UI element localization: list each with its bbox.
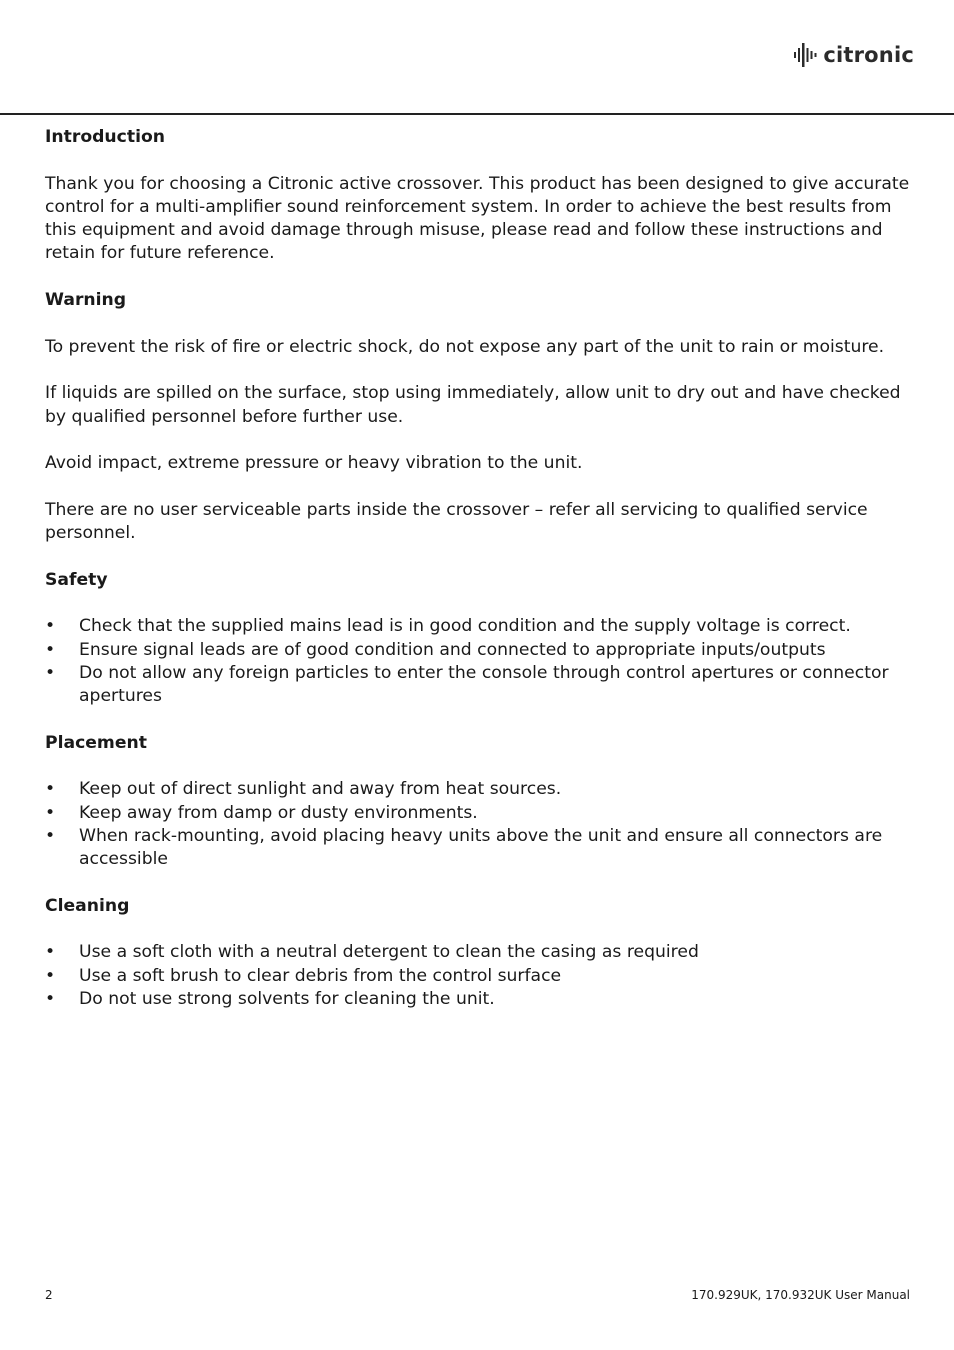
page-header [0, 0, 954, 116]
page-footer [45, 1288, 910, 1302]
list-item: • Check that the supplied mains lead is in good condition and the supply voltage is correct. [45, 615, 915, 638]
heading-warning: Warning [45, 290, 127, 311]
heading-cleaning: Cleaning [45, 895, 130, 916]
manual-title: 170.929UK, 170.932UK User Manual [691, 1288, 910, 1302]
warning-paragraph: There are no user serviceable parts inside the crossover – refer all servicing to qualified service personnel. [45, 499, 868, 544]
waveform-icon [793, 42, 819, 68]
placement-list [45, 778, 915, 871]
list-item: • Keep away from damp or dusty environments. [45, 802, 915, 825]
heading-safety: Safety [45, 569, 108, 590]
safety-list [45, 615, 915, 708]
warning-paragraph: Avoid impact, extreme pressure or heavy vibration to the unit. [45, 453, 583, 474]
list-item: • When rack-mounting, avoid placing heavy units above the unit and ensure all connectors are accessible [45, 825, 915, 872]
brand-logo [793, 42, 914, 68]
list-item: • Use a soft cloth with a neutral detergent to clean the casing as required [45, 941, 915, 964]
list-item: • Do not use strong solvents for cleaning the unit. [45, 988, 915, 1011]
list-item: • Keep out of direct sunlight and away from heat sources. [45, 778, 915, 801]
introduction-paragraph: Thank you for choosing a Citronic active crossover. This product has been designed to give accurate control for a multi-amplifier sound reinforcement system. In order to achieve the best results from this equipment and avoid damage through misuse, please read and follow these instructions and retain for future reference. [45, 173, 910, 264]
header-rule [0, 113, 954, 115]
document-body [45, 126, 915, 1035]
logo-text: citronic [823, 43, 914, 67]
list-item: • Ensure signal leads are of good condition and connected to appropriate inputs/outputs [45, 639, 915, 662]
heading-placement: Placement [45, 732, 147, 753]
heading-introduction: Introduction [45, 127, 166, 147]
list-item: • Use a soft brush to clear debris from the control surface [45, 965, 915, 988]
list-item: • Do not allow any foreign particles to enter the console through control apertures or connector apertures [45, 662, 915, 709]
warning-paragraph: To prevent the risk of fire or electric shock, do not expose any part of the unit to rain or moisture. [45, 336, 885, 357]
cleaning-list [45, 941, 915, 1011]
page-number: 2 [45, 1288, 53, 1302]
warning-paragraph: If liquids are spilled on the surface, stop using immediately, allow unit to dry out and have checked by qualified personnel before further use. [45, 383, 901, 427]
